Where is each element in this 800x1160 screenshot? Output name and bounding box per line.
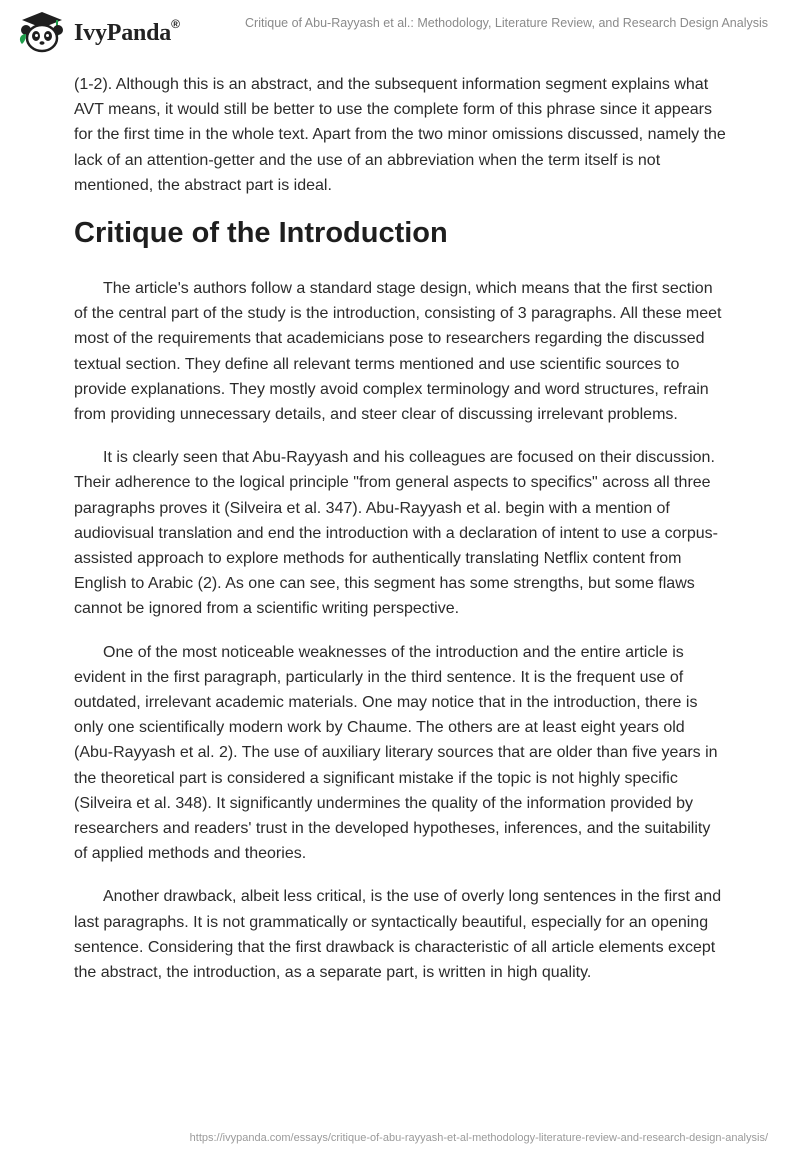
document-title: Critique of Abu-Rayyash et al.: Methodology, Literature Review, and Research Design Analysis (245, 16, 768, 30)
section-paragraph-1: The article's authors follow a standard stage design, which means that the first section of the central part of the study is the introduction, consisting of 3 paragraphs. All these meet most of the requirements that academicians pose to researchers regarding the discussed textual section. They define all relevant terms mentioned and use scientific sources to provide explanations. They mostly avoid complex terminology and word structures, refrain from providing unnecessary details, and steer clear of discussing irrelevant problems. (74, 280, 722, 424)
section-paragraph-2: It is clearly seen that Abu-Rayyash and his colleagues are focused on their discussion. Their adherence to the logical principle "from general aspects to specifics" across all three paragraphs proves it (Silveira et al. 347). Abu-Rayyash et al. begin with a mention of audiovisual translation and end the introduction with a declaration of intent to use a corpus-assisted approach to explore methods for authentically translating Netflix content from English to Arabic (2). As one can see, this segment has some strengths, but some flaws cannot be ignored from a scientific writing perspective. (74, 449, 718, 618)
section-paragraph-4: Another drawback, albeit less critical, is the use of overly long sentences in the first and last paragraphs. It is not grammatically or syntactically beautiful, especially for an opening sentence. Considering that the first drawback is characteristic of all article elements except the abstract, the introduction, as a separate part, is written in high quality. (74, 888, 722, 982)
section-heading: Critique of the Introduction (74, 217, 448, 250)
paragraph-continuation: (1-2). Although this is an abstract, and the subsequent information segment explains what AVT means, it would still be better to use the complete form of this phrase since it appears for the first time in the whole text. Apart from the two minor omissions discussed, namely the lack of an attention-getter and the use of an abbreviation when the term itself is not mentioned, the abstract part is ideal. (74, 76, 726, 194)
registered-mark: ® (171, 17, 180, 31)
panda-graduate-logo-icon (16, 10, 68, 54)
brand-name: IvyPanda (74, 20, 172, 46)
brand-logo[interactable] (16, 10, 180, 54)
source-url-link[interactable]: https://ivypanda.com/essays/critique-of-abu-rayyash-et-al-methodology-literature-review-and-research-design-analysis/ (189, 1132, 768, 1144)
page-header (0, 0, 800, 64)
article-body (74, 72, 726, 1003)
section-paragraph-3: One of the most noticeable weaknesses of the introduction and the entire article is evident in the first paragraph, particularly in the third sentence. It is the frequent use of outdated, irrelevant academic materials. One may notice that in the introduction, there is only one scientifically modern work by Chaume. The others are at least eight years old (Abu-Rayyash et al. 2). The use of auxiliary literary sources that are older than five years in the theoretical part is considered a significant mistake if the topic is not highly specific (Silveira et al. 348). It significantly undermines the quality of the information provided by researchers and readers' trust in the developed hypotheses, inferences, and the suitability of applied methods and theories. (74, 643, 718, 863)
